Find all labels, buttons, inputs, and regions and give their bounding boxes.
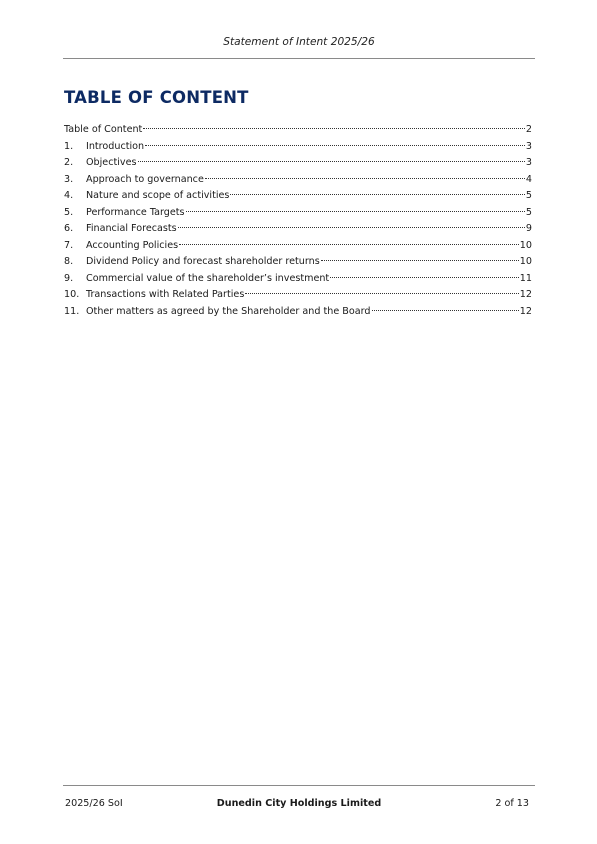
toc-leader-dots [245, 293, 518, 294]
toc-leader-dots [330, 277, 519, 278]
toc-leader-dots [179, 244, 519, 245]
toc-entry-page: 10 [519, 239, 532, 251]
toc-entry-number: 2. [64, 157, 74, 168]
toc-entry-title: Dividend Policy and forecast shareholder returns [86, 256, 320, 267]
toc-entry-title: Accounting Policies [86, 239, 179, 251]
toc-leader-dots [138, 161, 525, 162]
toc-entry-page: 12 [519, 305, 532, 317]
toc-leader-dots [205, 178, 525, 179]
toc-entry-title: Nature and scope of activities [86, 190, 230, 201]
toc-entry-number: 7. [64, 239, 74, 251]
toc-entry-number: 11. [64, 305, 80, 317]
toc-leader-dots [186, 211, 525, 212]
page-header [63, 0, 535, 59]
toc-entry-title: Commercial value of the shareholder’s investment [86, 272, 330, 284]
toc-entry-page: 5 [525, 206, 532, 218]
toc-entry-title: Transactions with Related Parties [86, 289, 245, 300]
toc-entry-title: Table of Content [64, 124, 143, 135]
toc-entry-number: 6. [64, 223, 74, 234]
toc-entry-objectives[interactable] [64, 155, 532, 172]
toc-entry-accounting-policies[interactable] [64, 238, 532, 255]
toc-entry-page: 3 [525, 157, 532, 168]
toc-entry-page: 10 [519, 256, 532, 267]
page-footer [63, 785, 535, 816]
toc-entry-other-matters[interactable] [64, 304, 532, 321]
toc-entry-number: 10. [64, 289, 80, 300]
toc-entry-page: 4 [525, 173, 532, 185]
toc-leader-dots [143, 128, 525, 129]
toc-entry-number: 3. [64, 173, 74, 185]
toc-entry-related-parties[interactable] [64, 287, 532, 304]
toc-entry-page: 5 [525, 190, 532, 201]
toc-entry-page: 9 [525, 223, 532, 234]
toc-entry-page: 2 [525, 124, 532, 135]
toc-entry-title: Approach to governance [86, 173, 204, 185]
toc-entry-number: 8. [64, 256, 74, 267]
toc-entry-nature-and-scope[interactable] [64, 188, 532, 205]
toc-entry-commercial-value[interactable] [64, 271, 532, 288]
toc-leader-dots [321, 260, 519, 261]
toc-entry-number: 1. [64, 140, 74, 152]
header-title: Statement of Intent 2025/26 [223, 36, 375, 48]
toc-entry-approach-to-governance[interactable] [64, 172, 532, 189]
toc-entry-performance-targets[interactable] [64, 205, 532, 222]
footer-page-number: 2 of 13 [495, 798, 529, 809]
toc-leader-dots [230, 194, 524, 195]
footer-document-code: 2025/26 SoI [65, 798, 123, 809]
toc-entry-financial-forecasts[interactable] [64, 221, 532, 238]
toc-entry-table-of-content[interactable] [64, 122, 532, 139]
table-of-contents [64, 122, 532, 320]
toc-entry-number: 9. [64, 272, 74, 284]
toc-entry-dividend-policy[interactable] [64, 254, 532, 271]
toc-leader-dots [178, 227, 525, 228]
toc-entry-title: Financial Forecasts [86, 223, 177, 234]
toc-entry-title: Objectives [86, 157, 137, 168]
toc-leader-dots [145, 145, 525, 146]
toc-entry-number: 5. [64, 206, 74, 218]
toc-entry-title: Performance Targets [86, 206, 185, 218]
toc-heading: TABLE OF CONTENT [64, 88, 249, 107]
toc-entry-title: Other matters as agreed by the Shareholder and the Board [86, 305, 371, 317]
toc-entry-page: 3 [525, 140, 532, 152]
toc-entry-page: 12 [519, 289, 532, 300]
toc-entry-number: 4. [64, 190, 74, 201]
toc-entry-introduction[interactable] [64, 139, 532, 156]
toc-entry-page: 11 [519, 272, 532, 284]
footer-company-name: Dunedin City Holdings Limited [216, 798, 382, 809]
toc-entry-title: Introduction [86, 140, 145, 152]
toc-leader-dots [372, 310, 519, 311]
